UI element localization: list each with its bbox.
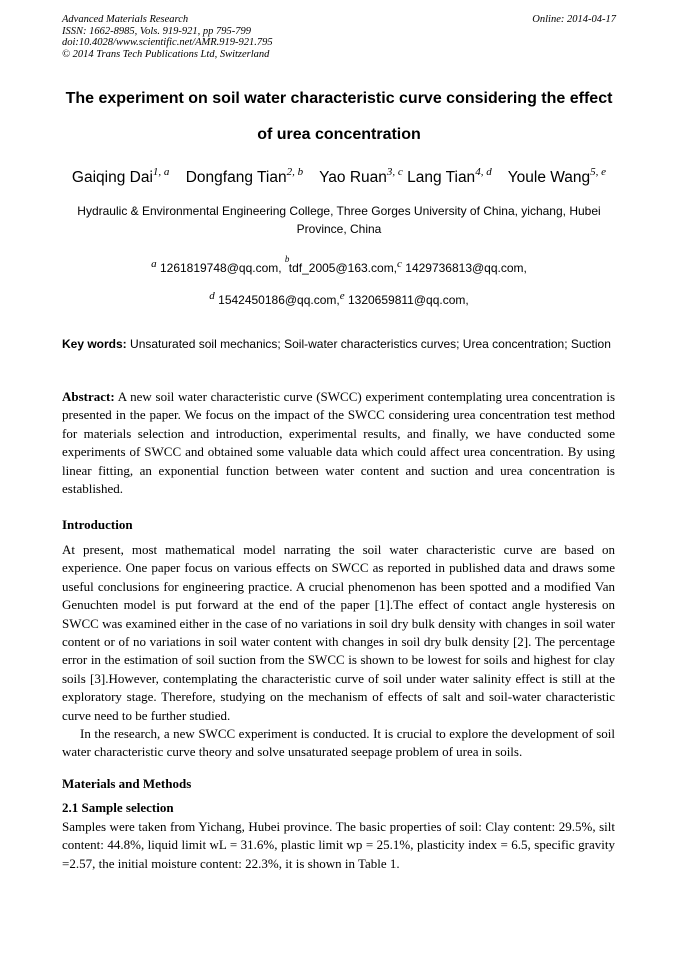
paragraph: At present, most mathematical model narrating the soil water characteristic curve are based on experience. One paper focus on various effects on SWCC as reported in published data and draws some useful conclusions for engineering practice. A crucial phenomenon has been spotted and a modified Van Genuchten model is put forward at the end of the paper [1].The effect of contact angle hysteresis on SWCC was examined either in the case of no variations in soil dry bulk density with changes in soil water content or of no variations in soil water content with changes in soil dry bulk density [2]. The percentage error in the estimation of soil suction from the SWCC is shown to be lowest for soils and highest for clay soils [3].However, contemplating the characteristic curve of soil under water salinity effect is still at the exploratory stage. Therefore, studying on the mechanism of effects of salt and soil-water characteristic curve need to be further studied. bbox=[62, 542, 615, 723]
sample-selection-body bbox=[62, 818, 615, 873]
section-heading-methods: Materials and Methods bbox=[62, 776, 192, 791]
subsection-heading-sample: 2.1 Sample selection bbox=[62, 800, 174, 815]
email-address: 1261819748@qq.com, bbox=[159, 261, 282, 275]
author-sup: 1, a bbox=[152, 166, 170, 178]
author-name: Yao Ruan bbox=[319, 169, 387, 187]
email-line-2 bbox=[62, 290, 616, 307]
author-sup: 3, c bbox=[386, 166, 403, 178]
abstract bbox=[62, 388, 615, 498]
keywords-label: Key words: bbox=[62, 337, 127, 351]
journal-doi: doi:10.4028/www.scientific.net/AMR.919-921.795 bbox=[62, 37, 273, 48]
journal-header bbox=[62, 14, 273, 60]
paragraph: In the research, a new SWCC experiment is conducted. It is crucial to explore the development of soil water characteristic curve theory and solve unsaturated seepage problem of urea in soils. bbox=[62, 726, 615, 760]
introduction-body bbox=[62, 541, 615, 762]
email-line-1 bbox=[62, 254, 616, 275]
paper-title-line-1: The experiment on soil water characteristic curve considering the effect bbox=[65, 90, 613, 107]
author-name: Youle Wang bbox=[507, 169, 591, 187]
email-address: 1320659811@qq.com, bbox=[347, 293, 469, 307]
email-sup: d bbox=[209, 290, 215, 302]
email-sup: a bbox=[151, 258, 157, 270]
email-address: 1542450186@qq.com, bbox=[218, 293, 340, 307]
abstract-label: Abstract: bbox=[62, 389, 115, 404]
author-sup: 2, b bbox=[286, 166, 304, 178]
email-sup: b bbox=[284, 254, 290, 264]
email-address: 1429736813@qq.com, bbox=[405, 261, 527, 275]
online-date: Online: 2014-04-17 bbox=[532, 14, 616, 25]
email-sup: c bbox=[397, 258, 402, 270]
paper-title-line-2: of urea concentration bbox=[257, 126, 421, 143]
author-name: Lang Tian bbox=[407, 169, 476, 187]
author-name: Dongfang Tian bbox=[185, 169, 287, 187]
paragraph: Samples were taken from Yichang, Hubei province. The basic properties of soil: Clay content: 29.5%, silt content: 44.8%, liquid limit wL = 31.6%, plastic limit wp = 25.1%, plasticity index = 6.5, specific gravity =2.57, the initial moisture content: 22.3%, it is shown in Table 1. bbox=[62, 819, 615, 871]
email-address: tdf_2005@163.com, bbox=[288, 261, 398, 275]
keywords-text: Unsaturated soil mechanics; Soil-water characteristics curves; Urea concentration; Suction bbox=[126, 337, 611, 351]
email-sup: e bbox=[339, 290, 345, 302]
author-name: Gaiqing Dai bbox=[71, 169, 153, 187]
abstract-text: A new soil water characteristic curve (SWCC) experiment contemplating urea concentration is presented in the paper. We focus on the impact of the SWCC considering urea concentration test method for materials selection and introduction, experimental results, and finally, we have conducted some experiments of SWCC and obtained some valuable data which could affect urea concentration. By using linear fitting, an exponential function between water content and suction and urea concentration is established. bbox=[62, 389, 615, 497]
author-sup: 5, e bbox=[590, 166, 607, 178]
journal-copyright: © 2014 Trans Tech Publications Ltd, Switzerland bbox=[62, 48, 270, 60]
affiliation: Hydraulic & Environmental Engineering College, Three Gorges University of China, yichang, Hubei Province, China bbox=[77, 204, 601, 236]
journal-name: Advanced Materials Research bbox=[62, 14, 189, 25]
keywords bbox=[62, 335, 615, 353]
journal-issn: ISSN: 1662-8985, Vols. 919-921, pp 795-799 bbox=[62, 25, 251, 37]
section-heading-introduction: Introduction bbox=[62, 517, 133, 532]
author-sup: 4, d bbox=[475, 166, 492, 178]
author-list bbox=[62, 167, 616, 187]
